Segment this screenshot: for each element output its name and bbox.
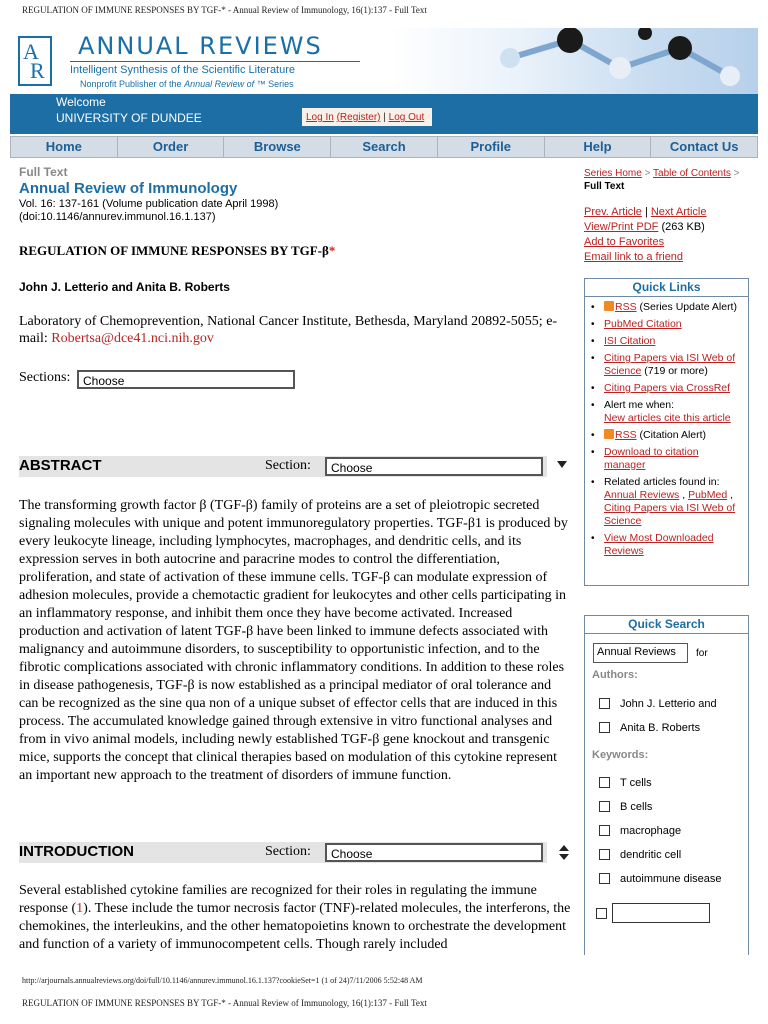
breadcrumb-toc[interactable]: Table of Contents [653, 168, 731, 179]
brand-title: ANNUAL REVIEWS [78, 32, 323, 60]
keyword-checkbox[interactable] [599, 873, 610, 884]
nav-profile[interactable]: Profile [438, 137, 545, 157]
keyword-option [599, 825, 681, 837]
list-item [591, 399, 742, 425]
email-link[interactable]: Robertsa@dce41.nci.nih.gov [51, 331, 214, 346]
introduction-section-select[interactable]: Choose [325, 843, 543, 862]
welcome-bar [10, 94, 758, 134]
breadcrumb-separator: > [733, 168, 740, 179]
author-option [599, 722, 700, 734]
related-label: Related articles found in: [604, 476, 720, 488]
logo-letter-r: R [30, 58, 45, 83]
introduction-heading: INTRODUCTION [19, 843, 134, 860]
rss-icon[interactable] [604, 429, 614, 439]
brand-subtitle [80, 79, 294, 89]
free-text-input[interactable] [612, 903, 710, 923]
breadcrumb-series-home[interactable]: Series Home [584, 168, 642, 179]
intro-text-start: Several established cytokine families are recognized for their roles in regulating the immune response ( [19, 883, 537, 916]
institution-name: UNIVERSITY OF DUNDEE [56, 111, 202, 125]
login-link[interactable]: Log In [306, 112, 334, 123]
related-isi-link[interactable]: Citing Papers via ISI Web of Science [604, 502, 736, 527]
nav-contact-us[interactable]: Contact Us [669, 139, 739, 154]
keyword-option-label: B cells [620, 801, 653, 813]
keyword-option [599, 801, 652, 813]
keyword-option-label: macrophage [620, 825, 682, 837]
pdf-size: (263 KB) [661, 221, 705, 233]
abstract-section-select[interactable]: Choose [325, 457, 543, 476]
nav-home[interactable]: Home [11, 137, 118, 157]
logout-link[interactable]: Log Out [388, 112, 425, 123]
quick-links-panel [584, 278, 749, 586]
list-item [591, 429, 742, 442]
keyword-option [599, 777, 652, 789]
breadcrumb [584, 168, 740, 179]
brand-sub-suffix: ™ Series [254, 79, 294, 89]
breadcrumb-current: Full Text [584, 181, 625, 192]
keyword-option [599, 873, 722, 885]
alert-me-label: Alert me when: [604, 399, 675, 411]
brand-sub-prefix: Nonprofit Publisher of the [80, 79, 185, 89]
keywords-label: Keywords: [592, 749, 649, 761]
author-option-label: Anita B. Roberts [620, 722, 701, 734]
prev-section-arrow-icon[interactable] [559, 845, 569, 851]
quick-links-title: Quick Links [585, 279, 748, 297]
intro-text-rest: ). These include the tumor necrosis factor (TNF)-related molecules, the interferons, the chemokines, the interleukins, and the other hematopoietins known to orchestrate the development and function of a variety of immunocompetent cells. Though rarely included [19, 901, 571, 952]
view-pdf-link[interactable]: View/Print PDF [584, 221, 659, 233]
quick-links-list [585, 297, 748, 558]
article-tools [584, 205, 707, 265]
prev-article-link[interactable]: Prev. Article [584, 206, 642, 218]
keyword-checkbox[interactable] [599, 801, 610, 812]
citing-isi-link[interactable]: Citing Papers via ISI Web of Science [604, 352, 736, 377]
quick-search-title: Quick Search [585, 616, 748, 634]
related-ar-link[interactable]: Annual Reviews [604, 489, 680, 501]
quick-search-panel [584, 615, 749, 955]
list-item [591, 335, 742, 348]
keyword-checkbox[interactable] [599, 849, 610, 860]
login-box [302, 108, 432, 126]
email-friend-link[interactable]: Email link to a friend [584, 251, 684, 263]
reference-link[interactable]: 1 [76, 901, 84, 916]
pubmed-citation-link[interactable]: PubMed Citation [604, 318, 682, 330]
keyword-option-label: autoimmune disease [620, 873, 722, 885]
print-footer-title: REGULATION OF IMMUNE RESPONSES BY TGF-* - Annual Review of Immunology, 16(1):137 - Full Text [22, 998, 427, 1008]
next-article-link[interactable]: Next Article [650, 206, 707, 218]
download-citation-link[interactable]: Download to citation manager [604, 446, 699, 471]
authors-label: Authors: [592, 669, 638, 681]
introduction-text [19, 882, 571, 952]
free-text-checkbox[interactable] [596, 908, 607, 919]
nav-browse[interactable]: Browse [224, 137, 331, 157]
sections-label: Sections: [19, 370, 71, 385]
keyword-option [599, 849, 681, 861]
article-title-text: REGULATION OF IMMUNE RESPONSES BY TGF-β [19, 243, 329, 258]
list-item: • Related articles found in: Annual Reviews , PubMed , Citing Papers via ISI Web of Science [591, 476, 742, 528]
isi-citation-link[interactable]: ISI Citation [604, 335, 656, 347]
list-item [591, 352, 742, 378]
list-item [591, 382, 742, 395]
nav-search[interactable]: Search [331, 137, 438, 157]
brand-tagline: Intelligent Synthesis of the Scientific Literature [70, 64, 296, 76]
doi: (doi:10.1146/annurev.immunol.16.1.137) [19, 211, 216, 223]
authors: John J. Letterio and Anita B. Roberts [19, 280, 230, 294]
article-title [19, 243, 335, 259]
keyword-checkbox[interactable] [599, 825, 610, 836]
affiliation-text: Laboratory of Chemoprevention, National Cancer Institute, Bethesda, Maryland 20892-5055; e-mail: [19, 314, 558, 346]
banner-molecule-graphic [390, 28, 758, 94]
next-section-arrow-icon[interactable] [557, 461, 567, 468]
full-text-label: Full Text [19, 165, 68, 179]
author-checkbox[interactable] [599, 698, 610, 709]
abstract-text: The transforming growth factor β (TGF-β) family of proteins are a set of pleiotropic secreted signaling molecules with unique and potent immunoregulatory properties. TGF-β1 is produced by every leukocyte lineage, including lymphocytes, macrophages, and dendritic cells, and its expression serves in both autocrine and paracrine modes to control the differentiation, proliferation, and state of activation of these immune cells. TGF-β can modulate expression of adhesion molecules, provide a chemotactic gradient for leukocytes and other cells participating in an inflammatory response, and inhibit them once they have become activated. Increased production and activation of latent TGF-β have been linked to immune defects associated with malignancy and autoimmune disorders, to susceptibility to opportunistic infection, and to the fibrotic complications associated with chronic inflammatory conditions. In addition to these roles in disease pathogenesis, TGF-β is now established as a principal mediator of oral tolerance and can be recognized as the sine qua non of a unique subset of effector cells that are induced in this process. The accumulated knowledge gained through extensive in vitro functional analyses and from in vivo animal models, including newly established TGF-β gene knockout and transgenic mice, supports the concept that clinical therapies based on modulation of this cytokine represent an important new approach to the treatment of disorders of immune function. [19, 498, 568, 783]
list-item [591, 301, 742, 314]
abstract-heading: ABSTRACT [19, 457, 102, 474]
abstract-section-label: Section: [265, 458, 311, 473]
author-option [599, 698, 717, 710]
list-item [591, 318, 742, 331]
crossref-link[interactable]: Citing Papers via CrossRef [604, 382, 731, 394]
register-link[interactable]: (Register) [336, 112, 381, 123]
welcome-label: Welcome [56, 95, 106, 109]
keyword-option-label: T cells [620, 777, 652, 789]
breadcrumb-separator: > [644, 168, 651, 179]
list-item [591, 532, 742, 558]
nav-help[interactable]: Help [545, 137, 652, 157]
keyword-checkbox[interactable] [599, 777, 610, 788]
search-for-label: for [696, 648, 708, 659]
introduction-section-label: Section: [265, 844, 311, 859]
rss-series-link[interactable]: RSS [615, 301, 637, 313]
add-favorites-link[interactable]: Add to Favorites [584, 236, 665, 248]
annual-reviews-logo[interactable] [18, 36, 52, 86]
rss-citation-link[interactable]: RSS [615, 429, 637, 441]
search-scope-select[interactable]: Annual Reviews [593, 643, 688, 663]
rss-series-note: (Series Update Alert) [639, 301, 737, 313]
rss-icon[interactable] [604, 301, 614, 311]
most-downloaded-link[interactable]: View Most Downloaded Reviews [604, 532, 714, 557]
molecule-icon [390, 28, 758, 94]
journal-name[interactable]: Annual Review of Immunology [19, 180, 238, 197]
next-section-arrow-icon[interactable] [559, 854, 569, 860]
volume-info: Vol. 16: 137-161 (Volume publication date April 1998) [19, 198, 279, 210]
print-footer-url: http://arjournals.annualreviews.org/doi/full/10.1146/annurev.immunol.16.1.137?cookieSet=1 (1 of 24)7/11/2006 5:52:48 AM [22, 976, 423, 985]
main-nav [10, 136, 758, 158]
brand-sub-italic: Annual Review of [184, 79, 255, 89]
login-separator: | [383, 112, 386, 123]
tools-separator: | [644, 206, 648, 218]
logo-letter-a: A [23, 39, 39, 64]
site-banner [10, 28, 758, 94]
nav-order[interactable]: Order [118, 137, 225, 157]
author-option-label: John J. Letterio and [620, 698, 717, 710]
brand-rule [70, 61, 360, 62]
list-item [591, 446, 742, 472]
author-checkbox[interactable] [599, 722, 610, 733]
title-footnote-star[interactable]: * [328, 243, 336, 258]
keyword-option-label: dendritic cell [620, 849, 682, 861]
sections-select[interactable]: Choose [77, 370, 295, 389]
new-articles-cite-link[interactable]: New articles cite this article [604, 412, 731, 424]
related-pubmed-link[interactable]: PubMed [688, 489, 728, 501]
citing-isi-count: (719 or more) [644, 365, 708, 377]
affiliation [19, 313, 569, 347]
rss-citation-note: (Citation Alert) [639, 429, 707, 441]
print-header: REGULATION OF IMMUNE RESPONSES BY TGF-* - Annual Review of Immunology, 16(1):137 - Full Text [22, 5, 427, 15]
